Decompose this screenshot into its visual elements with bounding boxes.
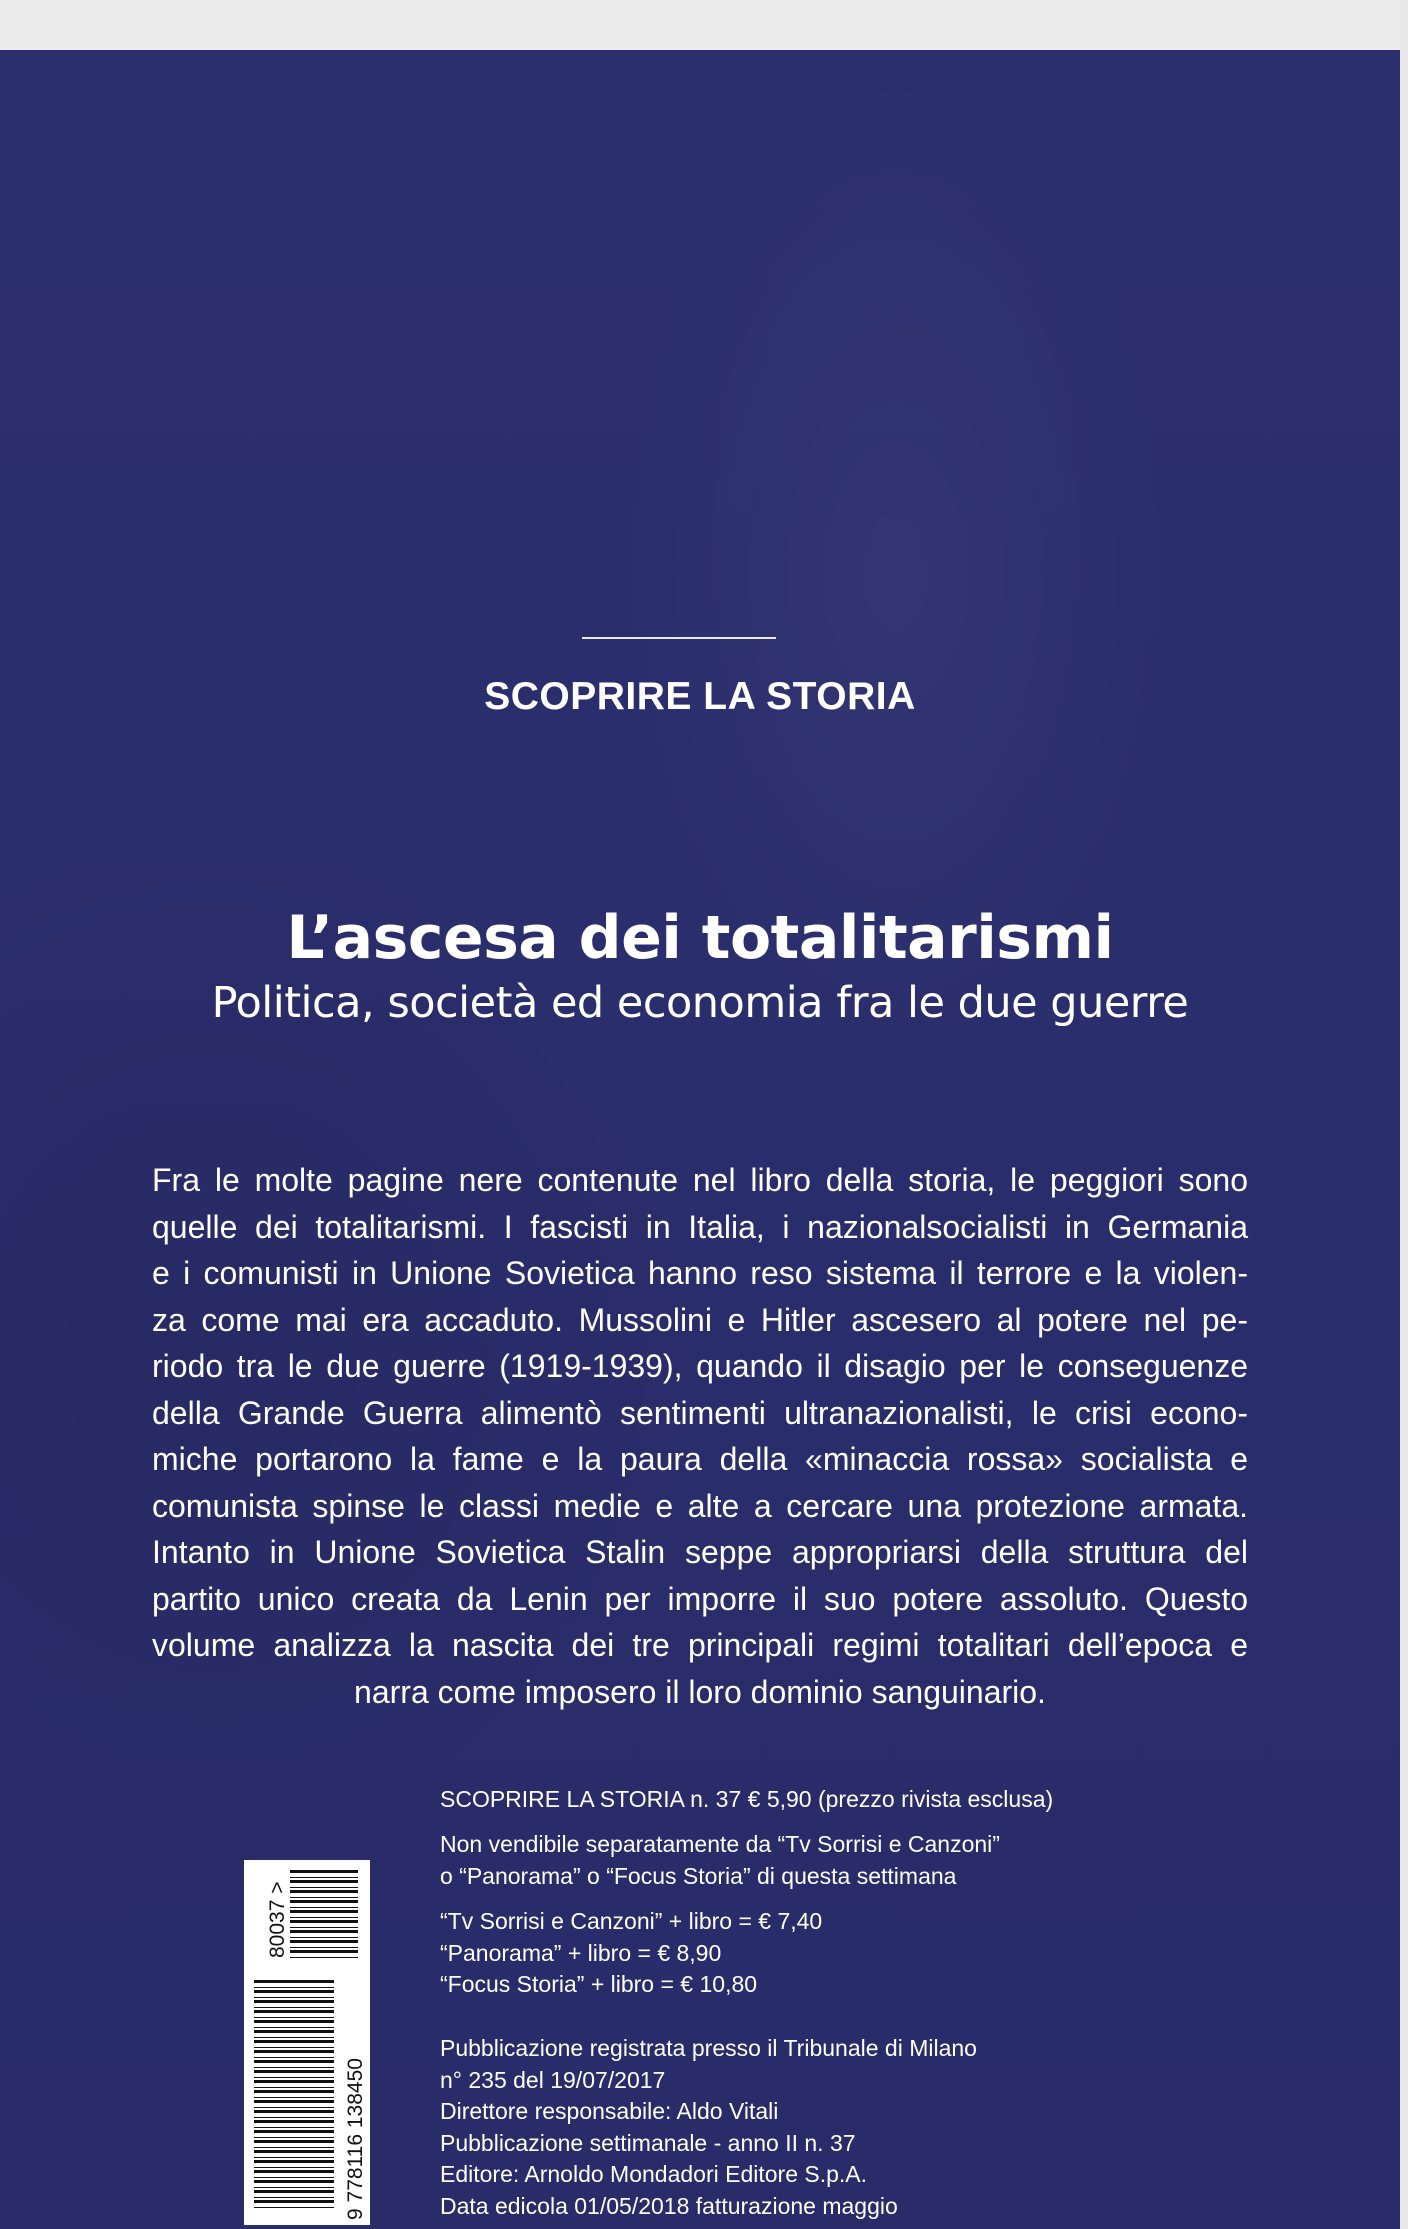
- blurb-line: riodo tra le due guerre (1919-1939), quando il disagio per le conseguenze: [152, 1348, 1248, 1384]
- barcode-bar: [254, 2047, 334, 2048]
- barcode-addon-bar: [290, 1870, 358, 1873]
- barcode-bar: [254, 2167, 334, 2168]
- scan-background-right: [1400, 0, 1408, 2229]
- barcode-bar: [254, 2027, 334, 2028]
- barcode-bar: [254, 2077, 334, 2078]
- barcode-bar: [254, 2050, 334, 2053]
- blurb-line: Intanto in Unione Sovietica Stalin seppe appropriarsi della struttura del: [152, 1534, 1248, 1570]
- barcode-addon-bar: [290, 1950, 358, 1953]
- blurb-line: volume analizza la nascita dei tre principali regimi totalitari dell’epoca e: [152, 1627, 1248, 1663]
- barcode-bar: [254, 2110, 334, 2113]
- barcode-bars-main: [254, 1980, 334, 2208]
- sale-notice: [440, 1829, 1140, 1892]
- barcode-bar: [254, 2030, 334, 2033]
- barcode-bar: [254, 2157, 334, 2158]
- barcode-addon-bar: [290, 1897, 358, 1898]
- barcode-addon-bar: [290, 1937, 358, 1938]
- barcode-bar: [254, 2117, 334, 2118]
- barcode-bar: [254, 2200, 334, 2203]
- barcode-addon-bar: [290, 1930, 358, 1933]
- barcode-bars-addon: [290, 1870, 358, 1958]
- barcode-bar: [254, 2097, 334, 2098]
- barcode-addon-bar: [290, 1940, 358, 1943]
- barcode-addon-bar: [290, 1910, 358, 1913]
- sale-notice-line: Non vendibile separatamente da “Tv Sorrisi e Canzoni”: [440, 1831, 1000, 1857]
- barcode-addon-bar: [290, 1947, 358, 1948]
- legal-line: Direttore responsabile: Aldo Vitali: [440, 2098, 779, 2124]
- barcode-bar: [254, 1990, 334, 1993]
- barcode-addon-bar: [290, 1880, 358, 1883]
- barcode-bar: [254, 2090, 334, 2093]
- legal-line: Pubblicazione settimanale - anno II n. 37: [440, 2129, 856, 2156]
- blurb-line: miche portarono la fame e la paura della «minaccia rossa» socialista e: [152, 1441, 1248, 1477]
- barcode-bar: [254, 2150, 334, 2153]
- blurb-line: narra come imposero il loro dominio sanguinario.: [354, 1673, 1046, 1710]
- barcode-graphic: [244, 1860, 370, 2225]
- barcode-bar: [254, 2057, 334, 2058]
- book-title: L’ascesa dei totalitarismi: [286, 903, 1114, 973]
- barcode-bar: [254, 2007, 334, 2008]
- barcode-addon-bar: [290, 1927, 358, 1928]
- legal-line: Data edicola 01/05/2018 fatturazione maggio: [440, 2192, 898, 2219]
- barcode-addon-bar: [290, 1877, 358, 1878]
- barcode-addon-number: 80037 >: [266, 1881, 289, 1958]
- barcode-bar: [254, 2177, 334, 2178]
- barcode-addon-bar: [290, 1957, 358, 1958]
- barcode-addon-bar: [290, 1900, 358, 1903]
- blurb-line: partito unico creata da Lenin per imporre il suo potere assoluto. Questo: [152, 1580, 1248, 1617]
- barcode-bar: [254, 1987, 334, 1988]
- barcode-bar: [254, 2080, 334, 2083]
- barcode-bar: [254, 2160, 334, 2163]
- barcode-bar: [254, 2197, 334, 2198]
- barcode-bar: [254, 2140, 334, 2143]
- barcode-bar: [254, 2170, 334, 2173]
- barcode-bar: [254, 2147, 334, 2148]
- blurb-line: e i comunisti in Unione Sovietica hanno reso sistema il terrore e la violen-: [152, 1255, 1248, 1291]
- blurb-line: quelle dei totalitarismi. I fascisti in Italia, i nazionalsocialisti in Germania: [152, 1208, 1248, 1245]
- barcode-addon-bar: [290, 1907, 358, 1908]
- barcode-bar: [254, 1980, 334, 1983]
- barcode-bar: [254, 2040, 334, 2043]
- barcode-bar: [254, 2130, 334, 2133]
- barcode-bar: [254, 2020, 334, 2023]
- blurb-line: za come mai era accaduto. Mussolini e Hitler ascesero al potere nel pe-: [152, 1301, 1248, 1338]
- barcode-bar: [254, 2207, 334, 2208]
- legal-line: Editore: Arnoldo Mondadori Editore S.p.A.: [440, 2161, 868, 2187]
- series-label: SCOPRIRE LA STORIA: [484, 675, 916, 718]
- series-divider-line: [582, 637, 776, 639]
- blurb-line: della Grande Guerra alimentò sentimenti ultranazionalisti, le crisi econo-: [152, 1394, 1248, 1431]
- barcode-bar: [254, 2127, 334, 2128]
- barcode-bar: [254, 2190, 334, 2193]
- legal-line: n° 235 del 19/07/2017: [440, 2066, 666, 2093]
- back-cover: [0, 50, 1400, 2229]
- barcode-bar: [254, 2120, 334, 2123]
- legal-line: Pubblicazione registrata presso il Tribunale di Milano: [440, 2035, 977, 2061]
- barcode-bar: [254, 2187, 334, 2188]
- scan-background-top: [0, 0, 1408, 50]
- barcode-bar: [254, 1997, 334, 1998]
- blurb-text: [152, 1157, 1248, 1715]
- bundle-price-line: “Focus Storia” + libro = € 10,80: [440, 1971, 758, 1997]
- blurb-line: comunista spinse le classi medie e alte a cercare una protezione armata.: [152, 1487, 1248, 1524]
- barcode-bar: [254, 2017, 334, 2018]
- barcode-addon-bar: [290, 1887, 358, 1888]
- barcode-bar: [254, 2067, 334, 2068]
- barcode-addon-bar: [290, 1920, 358, 1923]
- barcode-number: 9 778116 138450: [344, 2058, 367, 2220]
- bundle-price-line: “Tv Sorrisi e Canzoni” + libro = € 7,40: [440, 1908, 823, 1934]
- barcode-bar: [254, 2087, 334, 2088]
- barcode-addon-bar: [290, 1917, 358, 1918]
- barcode-bar: [254, 2070, 334, 2073]
- book-subtitle: Politica, società ed economia fra le due guerre: [211, 978, 1189, 1028]
- barcode: [244, 1860, 370, 2225]
- bundle-price-line: “Panorama” + libro = € 8,90: [440, 1939, 722, 1966]
- barcode-bar: [254, 2000, 334, 2003]
- blurb-line: Fra le molte pagine nere contenute nel libro della storia, le peggiori sono: [152, 1162, 1248, 1198]
- barcode-bar: [254, 2037, 334, 2038]
- bundle-prices: [440, 1906, 1140, 2001]
- barcode-bar: [254, 2137, 334, 2138]
- barcode-bar: [254, 2100, 334, 2103]
- price-line: SCOPRIRE LA STORIA n. 37 € 5,90 (prezzo rivista esclusa): [440, 1786, 1054, 1812]
- barcode-bar: [254, 2010, 334, 2013]
- sale-notice-line: o “Panorama” o “Focus Storia” di questa settimana: [440, 1862, 957, 1889]
- barcode-addon-bar: [290, 1890, 358, 1893]
- barcode-bar: [254, 2060, 334, 2063]
- barcode-bar: [254, 2180, 334, 2183]
- legal-info: [440, 2033, 1140, 2222]
- barcode-bar: [254, 2107, 334, 2108]
